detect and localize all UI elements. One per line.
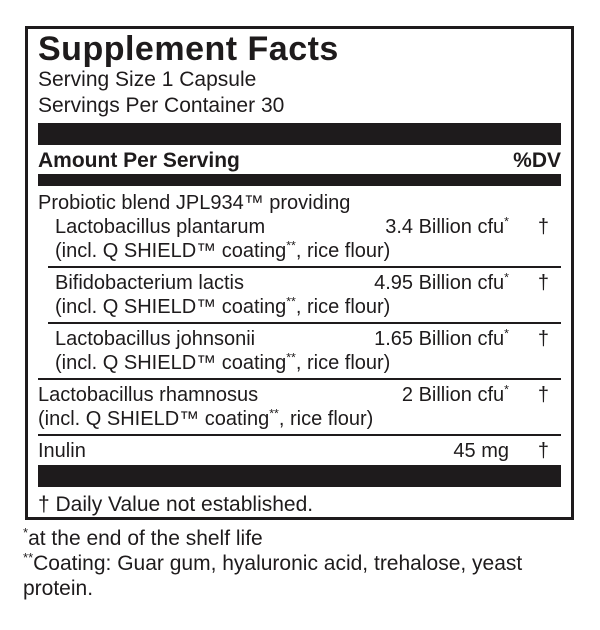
servings-per-container: Servings Per Container 30 [38,94,285,117]
divider-bar-medium [38,174,561,186]
shelf-life-footnote: *at the end of the shelf life [23,525,263,550]
ingredient-row-plantarum [38,215,561,268]
row-separator [38,378,561,380]
label-footnotes [23,526,581,601]
ingredient-name: Probiotic blend JPL934™ providing [38,192,351,214]
asterisk-footnote-marker: * [504,326,509,341]
asterisk-footnote-marker: * [504,214,509,229]
ingredient-amount: 3.4 Billion cfu* [385,214,509,238]
ingredient-dv: † [537,216,549,238]
row-separator [48,322,561,324]
ingredient-dv: † [537,384,549,406]
ingredient-subtext: (incl. Q SHIELD™ coating**, rice flour) [55,294,391,318]
ingredient-amount: 4.95 Billion cfu* [374,270,509,294]
divider-bar-thick-bottom [38,465,561,487]
supplement-facts-panel [25,26,574,520]
ingredient-name: Inulin [38,440,86,462]
asterisk-footnote-marker: * [504,270,509,285]
amount-per-serving-label: Amount Per Serving [38,149,240,172]
double-asterisk-footnote-marker: ** [286,350,296,365]
ingredient-row-johnsonii [38,327,561,380]
ingredient-name: Lactobacillus plantarum [55,216,266,238]
double-asterisk-footnote-marker: ** [286,238,296,253]
ingredient-name: Lactobacillus johnsonii [55,328,256,350]
row-separator [48,266,561,268]
double-asterisk-footnote-marker: ** [23,550,34,565]
ingredient-row-inulin [38,439,561,463]
ingredient-amount: 1.65 Billion cfu* [374,326,509,350]
asterisk-footnote-marker: * [23,525,29,540]
panel-title: Supplement Facts [38,30,339,68]
ingredient-name: Lactobacillus rhamnosus [38,384,259,406]
serving-size: Serving Size 1 Capsule [38,68,257,91]
ingredient-rows [38,191,561,463]
ingredient-name: Bifidobacterium lactis [55,272,244,294]
percent-dv-label: %DV [513,149,561,172]
row-separator [38,434,561,436]
ingredient-subtext: (incl. Q SHIELD™ coating**, rice flour) [55,238,391,262]
column-header-row [38,147,561,174]
ingredient-dv: † [537,440,549,462]
asterisk-footnote-marker: * [504,382,509,397]
ingredient-row-rhamnosus [38,383,561,436]
ingredient-row-blend [38,191,561,215]
ingredient-dv: † [537,272,549,294]
ingredient-amount: 2 Billion cfu* [401,382,509,406]
divider-bar-thick [38,123,561,145]
double-asterisk-footnote-marker: ** [286,294,296,309]
ingredient-row-lactis [38,271,561,324]
coating-footnote: **Coating: Guar gum, hyaluronic acid, trehalose, yeast protein. [23,550,523,600]
ingredient-dv: † [537,328,549,350]
ingredient-amount: 45 mg [453,440,509,462]
daily-value-footnote: † Daily Value not established. [38,493,314,516]
ingredient-subtext: (incl. Q SHIELD™ coating**, rice flour) [55,350,391,374]
ingredient-subtext: (incl. Q SHIELD™ coating**, rice flour) [38,406,374,430]
double-asterisk-footnote-marker: ** [269,406,279,421]
